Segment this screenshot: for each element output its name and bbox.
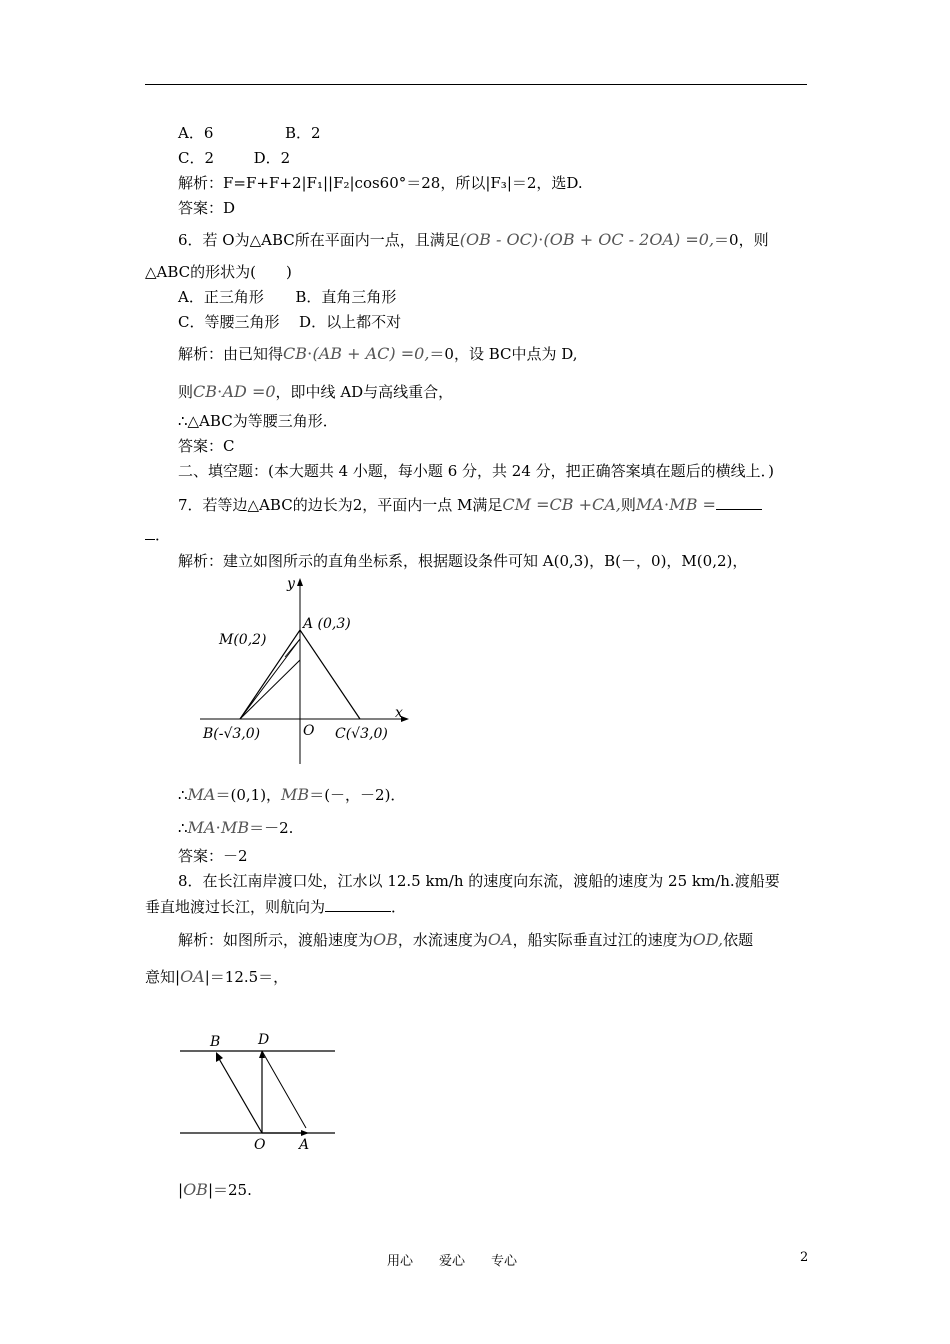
q7-stem-tail [145, 525, 170, 545]
q5-option-c: C．2 [178, 149, 215, 167]
point-o-label: O [254, 1137, 266, 1153]
q5-solution-formula: F=F+F+2|F₁||F₂|cos60°＝28，所以|F₃|＝2，选D. [223, 174, 583, 192]
q8-answer-blank [325, 897, 391, 912]
q6-stem-start: 6．若 O为△ABC所在平面内一点，且满足 [178, 231, 460, 249]
q7-sol2-math2: MB [281, 785, 310, 804]
oa-arrow-icon [301, 1130, 309, 1136]
q7-solution-line1: 解析：建立如图所示的直角坐标系，根据题设条件可知 A(0,3)，B(－，0)，M(0,2)， [178, 552, 748, 570]
q8-stem-line2 [145, 897, 406, 917]
q8-sol1-math2: OA [487, 930, 513, 949]
q7-answer-blank [716, 495, 762, 510]
q8-sol2-text2: |＝12.5＝， [204, 968, 289, 986]
vector-ob [218, 1057, 262, 1133]
q5-solution-prefix: 解析： [178, 174, 224, 192]
segment-ac [300, 630, 360, 719]
q7-tail-period: ． [155, 526, 171, 544]
q8-river-figure [175, 1030, 340, 1155]
q7-stem [178, 495, 762, 515]
point-a-label: A (0,3) [303, 616, 351, 632]
q6-stem-math: (OB - OC)⋅(OB + OC - 2OA) =0, [459, 230, 715, 249]
q7-coordinate-figure [195, 572, 415, 772]
point-d-label: D [258, 1032, 270, 1048]
q5-options-row2 [178, 148, 290, 168]
q6-solution-line2 [178, 382, 453, 402]
q8-sol1-text4: 依题 [723, 931, 754, 949]
point-a-label: A [299, 1137, 310, 1153]
point-c-label: C(√3,0) [335, 726, 388, 742]
q8-sol1-text3: ，船实际垂直过江的速度为 [512, 931, 693, 949]
q6-option-b: B．直角三角形 [295, 288, 397, 306]
q6-option-a: A．正三角形 [178, 288, 264, 306]
q8-sol1-text1: 解析：如图所示，渡船速度为 [178, 931, 374, 949]
q6-stem [178, 230, 769, 250]
q7-sol3-math: MA⋅MB [187, 818, 250, 837]
q7-answer-blank-cont [145, 525, 155, 540]
point-m-label: M(0,2) [219, 632, 267, 648]
point-b-label: B(-√3,0) [203, 726, 261, 742]
page-number: 2 [800, 1250, 809, 1265]
x-axis-label: x [395, 705, 403, 721]
q8-sol1-text2: ，水流速度为 [397, 931, 488, 949]
q6-solution-line3: ∴△ABC为等腰三角形． [178, 412, 338, 430]
segment-da [262, 1051, 306, 1128]
q7-stem-math2: MA⋅MB = [635, 495, 716, 514]
q6-options-row2 [178, 312, 401, 332]
q8-sol2-text1: 意知| [145, 968, 181, 986]
q6-options-row1 [178, 287, 396, 307]
q8-sol1-math1: OB [373, 930, 398, 949]
section2-heading: 二、填空题：(本大题共 4 小题，每小题 6 分，共 24 分，把正确答案填在题后的横线上．) [178, 462, 774, 480]
q5-option-a: A．6 [178, 124, 214, 142]
q5-answer: 答案：D [178, 199, 236, 217]
q8-solution-line3 [178, 1180, 252, 1200]
q8-solution-line2 [145, 967, 288, 987]
q7-sol2-text2: ＝(－，－2)． [309, 786, 406, 804]
q5-options-row1 [178, 123, 321, 143]
q7-solution-line2 [178, 785, 405, 805]
q7-sol2-math1: MA [187, 785, 216, 804]
q6-stem-end: ＝0，则 [714, 231, 769, 249]
q6-sol1-tail: ＝0，设 BC中点为 D, [429, 345, 578, 363]
y-axis-arrow-icon [297, 578, 303, 586]
q8-stem2-tail: ． [391, 898, 407, 916]
q5-solution [178, 173, 583, 193]
q6-sol2-text: 则 [178, 383, 194, 401]
q5-option-b: B．2 [284, 124, 321, 142]
q8-sol3-text: |＝25. [207, 1181, 252, 1199]
q6-sol2-math: CB⋅AD =0 [193, 382, 276, 401]
q7-stem-then: 则 [620, 496, 636, 514]
q8-sol3-bar: | [178, 1181, 184, 1199]
q8-sol2-math: OA [180, 967, 205, 986]
q7-sol3-therefore: ∴ [178, 819, 188, 837]
q6-option-d: D．以上都不对 [299, 313, 402, 331]
q5-option-d: D．2 [253, 149, 291, 167]
q6-stem-line2: △ABC的形状为( ) [145, 263, 292, 281]
segment-bm [240, 660, 300, 719]
footer-slogan: 用心 爱心 专心 [387, 1254, 518, 1269]
q7-stem-text: 7．若等边△ABC的边长为2，平面内一点 M满足 [178, 496, 503, 514]
origin-label: O [303, 723, 315, 739]
q7-sol2-text1: ＝(0,1)， [215, 786, 282, 804]
q7-sol3-text: ＝－2. [249, 819, 294, 837]
q8-stem-line1: 8．在长江南岸渡口处，江水以 12.5 km/h 的速度向东流，渡船的速度为 25 km/h.渡船要 [178, 872, 780, 890]
q8-sol1-math3: OD, [692, 930, 724, 949]
q7-stem-math1: CM =CB +CA, [502, 495, 621, 514]
q8-solution-line1 [178, 930, 753, 950]
q7-answer: 答案：－2 [178, 847, 248, 865]
q7-solution-line3 [178, 818, 293, 838]
header-rule [145, 84, 807, 85]
segment-bm2 [240, 639, 300, 719]
q8-sol3-math: OB [183, 1180, 208, 1199]
y-axis-label: y [287, 576, 295, 592]
q6-answer: 答案：C [178, 437, 235, 455]
q6-sol1-text: 解析：由已知得 [178, 345, 284, 363]
q6-option-c: C．等腰三角形 [178, 313, 280, 331]
q7-sol2-therefore: ∴ [178, 786, 188, 804]
q6-sol2-tail: ，即中线 AD与高线重合， [275, 383, 454, 401]
q6-solution-line1 [178, 344, 578, 364]
point-b-label: B [210, 1034, 221, 1050]
q6-sol1-math: CB⋅(AB + AC) =0, [283, 344, 430, 363]
q8-stem2-text: 垂直地渡过长江，则航向为 [145, 898, 326, 916]
